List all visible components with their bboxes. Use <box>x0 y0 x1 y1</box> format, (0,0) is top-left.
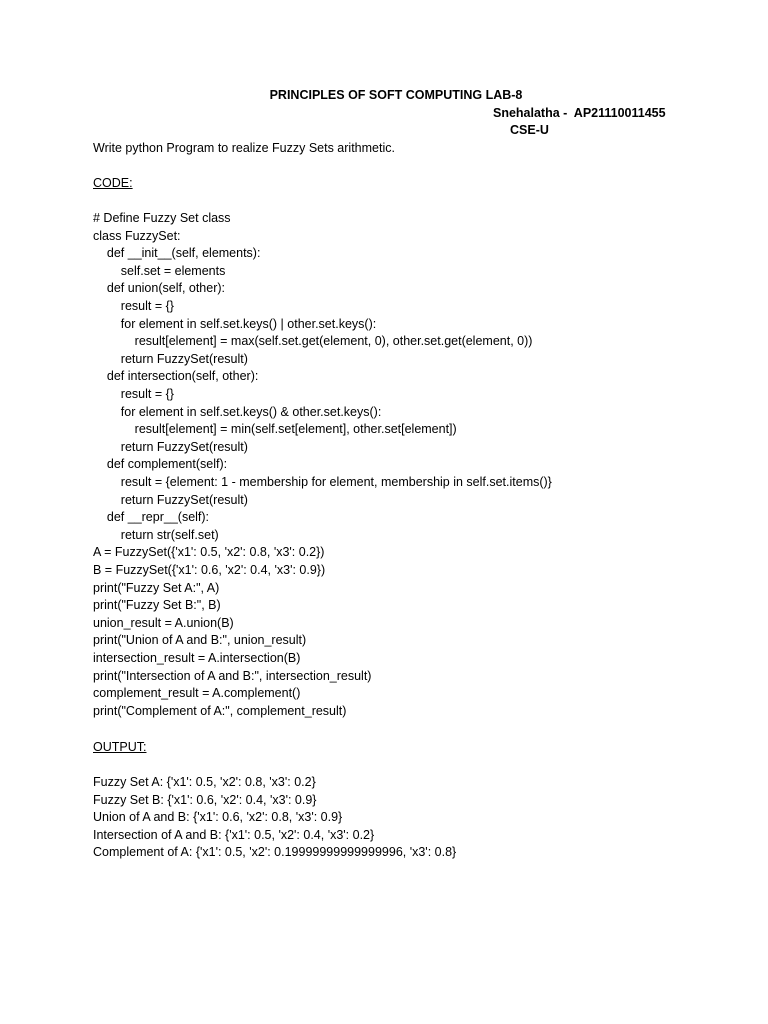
code-line: def __init__(self, elements): <box>93 246 261 261</box>
output-line: Complement of A: {'x1': 0.5, 'x2': 0.19999999999999996, 'x3': 0.8} <box>93 845 457 860</box>
code-line: complement_result = A.complement() <box>93 686 301 701</box>
code-line: B = FuzzySet({'x1': 0.6, 'x2': 0.4, 'x3': 0.9}) <box>93 563 326 577</box>
code-line: A = FuzzySet({'x1': 0.5, 'x2': 0.8, 'x3': 0.2}) <box>93 545 325 560</box>
code-line: print("Fuzzy Set A:", A) <box>93 580 220 595</box>
code-heading: CODE: <box>93 176 133 190</box>
code-line: return FuzzySet(result) <box>93 492 248 507</box>
department-line: CSE-U <box>510 123 549 137</box>
code-line: # Define Fuzzy Set class <box>93 211 231 225</box>
code-line: intersection_result = A.intersection(B) <box>93 651 301 665</box>
code-line: for element in self.set.keys() & other.set.keys(): <box>93 404 382 419</box>
output-line: Union of A and B: {'x1': 0.6, 'x2': 0.8, 'x3': 0.9} <box>93 810 343 825</box>
code-line: class FuzzySet: <box>93 228 181 243</box>
code-line: def complement(self): <box>93 457 228 472</box>
code-line: print("Intersection of A and B:", intersection_result) <box>93 668 372 683</box>
output-line: Intersection of A and B: {'x1': 0.5, 'x2': 0.4, 'x3': 0.2} <box>93 827 375 842</box>
code-line: return str(self.set) <box>93 527 219 542</box>
code-line: def __repr__(self): <box>93 510 210 525</box>
output-heading: OUTPUT: <box>93 740 147 754</box>
code-line: print("Union of A and B:", union_result) <box>93 633 307 648</box>
output-line: Fuzzy Set A: {'x1': 0.5, 'x2': 0.8, 'x3': 0.2} <box>93 775 316 789</box>
code-line: result = {element: 1 - membership for element, membership in self.set.items()} <box>93 475 552 489</box>
code-line: return FuzzySet(result) <box>93 439 248 454</box>
author-line: Snehalatha - AP21110011455 <box>493 106 666 120</box>
code-line: print("Complement of A:", complement_result) <box>93 703 347 718</box>
code-line: union_result = A.union(B) <box>93 615 234 630</box>
code-line: result[element] = min(self.set[element], other.set[element]) <box>93 422 457 437</box>
code-line: return FuzzySet(result) <box>93 351 248 366</box>
task-statement: Write python Program to realize Fuzzy Sets arithmetic. <box>93 141 395 155</box>
code-line: self.set = elements <box>93 263 226 278</box>
document-title: PRINCIPLES OF SOFT COMPUTING LAB-8 <box>269 88 523 102</box>
code-line: for element in self.set.keys() | other.set.keys(): <box>93 316 377 331</box>
code-line: result = {} <box>93 387 174 401</box>
code-line: print("Fuzzy Set B:", B) <box>93 598 221 613</box>
code-line: result[element] = max(self.set.get(element, 0), other.set.get(element, 0)) <box>93 334 533 349</box>
output-line: Fuzzy Set B: {'x1': 0.6, 'x2': 0.4, 'x3': 0.9} <box>93 792 317 807</box>
code-line: result = {} <box>93 299 174 313</box>
code-line: def intersection(self, other): <box>93 369 259 384</box>
code-line: def union(self, other): <box>93 281 226 296</box>
